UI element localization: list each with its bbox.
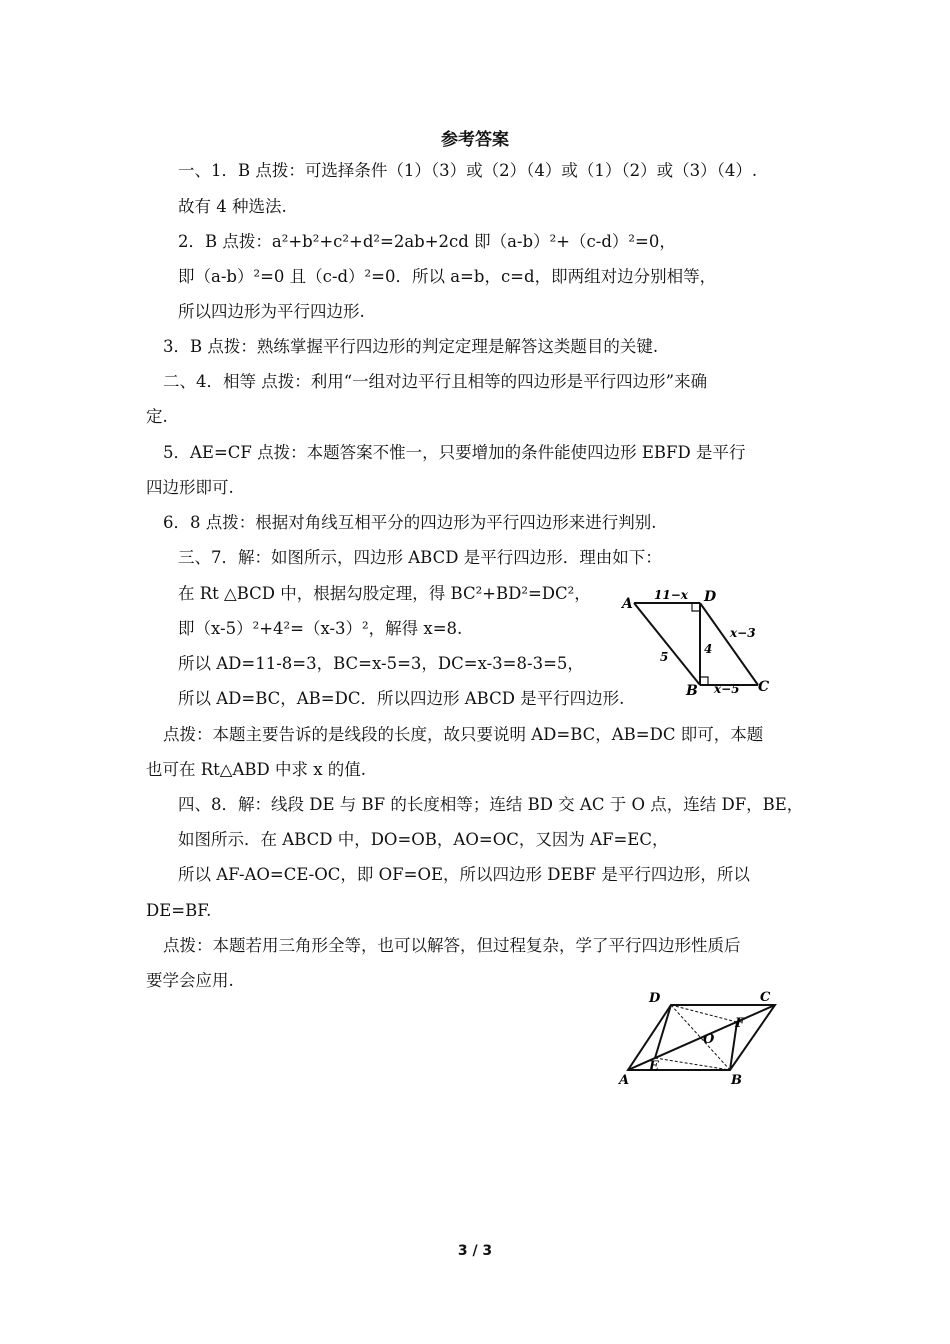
fig2-label-c: C — [760, 990, 771, 1005]
fig2-label-d: D — [649, 991, 661, 1006]
answer-line-21: 所以 AF-AO=CE-OC，即 OF=OE，所以四边形 DEBF 是平行四边形，所以 — [178, 865, 750, 884]
answer-line-10: 四边形即可. — [146, 478, 234, 497]
fig1-label-b: B — [686, 683, 698, 699]
answer-line-1: 一、1．B 点拨：可选择条件（1）（3）或（2）（4）或（1）（2）或（3）（4）. — [178, 161, 758, 180]
answer-line-20: 如图所示．在 ABCD 中，DO=OB，AO=OC，又因为 AF=EC， — [178, 830, 669, 849]
answer-line-2: 故有 4 种选法. — [178, 197, 287, 216]
answer-line-3: 2．B 点拨：a²+b²+c²+d²=2ab+2cd 即（a-b）²+（c-d）²=0， — [178, 232, 676, 251]
figure-parallelogram-debf — [615, 985, 785, 1090]
fig2-label-a: A — [619, 1073, 630, 1088]
figure-quadrilateral-abcd — [618, 585, 778, 700]
answer-line-9: 5．AE=CF 点拨：本题答案不惟一，只要增加的条件能使四边形 EBFD 是平行 — [163, 443, 746, 462]
fig1-label-middle: 4 — [704, 642, 713, 656]
answer-line-5: 所以四边形为平行四边形. — [178, 302, 365, 321]
answer-line-7: 二、4．相等 点拨：利用“一组对边平行且相等的四边形是平行四边形”来确 — [163, 372, 708, 391]
fig1-label-c: C — [758, 679, 770, 695]
answer-line-19: 四、8．解：线段 DE 与 BF 的长度相等；连结 BD 交 AC 于 O 点，连结 DF，BE， — [178, 795, 804, 814]
fig1-label-bottom: x−5 — [714, 682, 740, 696]
answer-line-22: DE=BF. — [146, 901, 212, 920]
answer-line-18: 也可在 Rt△ABD 中求 x 的值. — [146, 760, 367, 779]
fig1-label-right: x−3 — [730, 626, 756, 640]
answer-line-8: 定. — [146, 407, 168, 426]
answer-line-6: 3．B 点拨：熟练掌握平行四边形的判定定理是解答这类题目的关键. — [163, 337, 659, 356]
answer-line-14: 即（x-5）²+4²=（x-3）²，解得 x=8. — [178, 619, 463, 638]
fig1-label-top: 11−x — [654, 588, 688, 602]
fig2-label-o: O — [703, 1032, 715, 1047]
fig1-label-a: A — [622, 596, 633, 612]
answer-line-15: 所以 AD=11-8=3，BC=x-5=3，DC=x-3=8-3=5， — [178, 654, 584, 673]
answer-line-23: 点拨：本题若用三角形全等，也可以解答，但过程复杂，学了平行四边形性质后 — [163, 936, 741, 955]
fig2-label-b: B — [731, 1073, 742, 1088]
answer-line-16: 所以 AD=BC，AB=DC．所以四边形 ABCD 是平行四边形. — [178, 689, 625, 708]
answer-line-24: 要学会应用. — [146, 971, 234, 990]
answer-line-4: 即（a-b）²=0 且（c-d）²=0．所以 a=b，c=d，即两组对边分别相等， — [178, 267, 717, 286]
fig1-label-left: 5 — [660, 650, 669, 664]
answer-line-11: 6．8 点拨：根据对角线互相平分的四边形为平行四边形来进行判别. — [163, 513, 657, 532]
answer-line-13: 在 Rt △BCD 中，根据勾股定理，得 BC²+BD²=DC²， — [178, 584, 591, 603]
page-number: 3 / 3 — [457, 1243, 493, 1259]
fig2-label-f: F — [735, 1016, 745, 1031]
fig2-label-e: E — [649, 1059, 659, 1074]
answer-line-17: 点拨：本题主要告诉的是线段的长度，故只要说明 AD=BC，AB=DC 即可，本题 — [163, 725, 764, 744]
answer-line-12: 三、7．解：如图所示，四边形 ABCD 是平行四边形．理由如下： — [178, 548, 662, 567]
page-title: 参考答案 — [441, 130, 509, 150]
fig1-label-d: D — [704, 589, 717, 605]
